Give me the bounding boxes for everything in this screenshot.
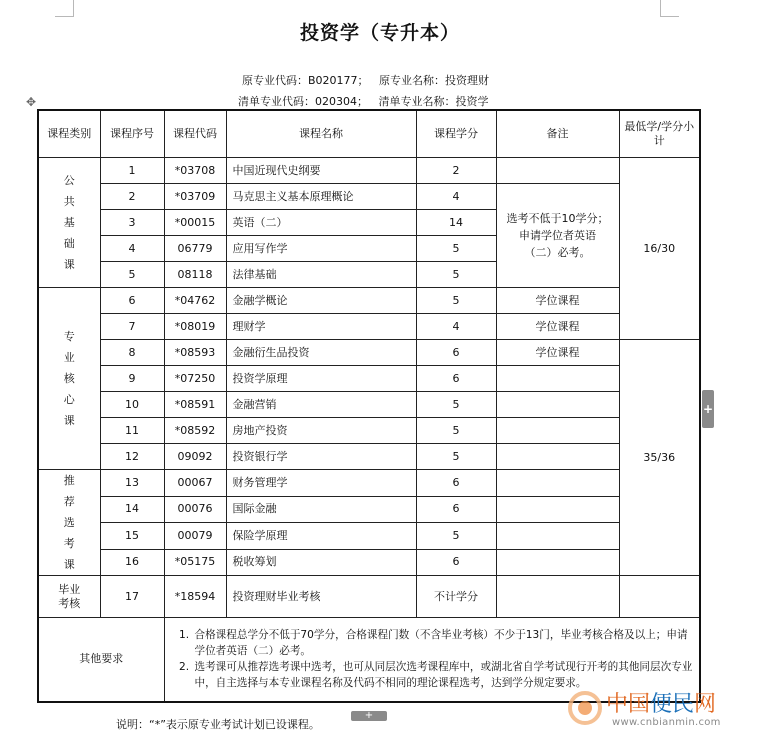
course-name: 英语（二） xyxy=(226,210,416,236)
watermark-brand-a: 中国 xyxy=(606,692,651,717)
other-requirements-label: 其他要求 xyxy=(38,618,164,702)
course-remark: 学位课程 xyxy=(496,340,619,366)
course-name: 财务管理学 xyxy=(226,470,416,497)
course-code: 00067 xyxy=(164,470,226,497)
course-credit: 5 xyxy=(416,444,496,470)
course-credit: 5 xyxy=(416,236,496,262)
course-credit: 6 xyxy=(416,470,496,497)
course-credit: 14 xyxy=(416,210,496,236)
group-label: 公共基础课 xyxy=(38,158,100,288)
header-category: 课程类别 xyxy=(38,110,100,158)
course-name: 投资银行学 xyxy=(226,444,416,470)
course-code: *08591 xyxy=(164,392,226,418)
course-code: *08592 xyxy=(164,418,226,444)
course-seq: 6 xyxy=(100,288,164,314)
header-min-credit: 最低学/学分小计 xyxy=(619,110,700,158)
course-remark xyxy=(496,523,619,550)
course-seq: 12 xyxy=(100,444,164,470)
course-code: *03708 xyxy=(164,158,226,184)
header-name: 课程名称 xyxy=(226,110,416,158)
document-title: 投资学（专升本） xyxy=(299,22,460,44)
table-row xyxy=(38,549,700,576)
table-row xyxy=(38,523,700,550)
group-label: 推荐选考课 xyxy=(38,470,100,576)
course-name: 金融营销 xyxy=(226,392,416,418)
course-code: *04762 xyxy=(164,288,226,314)
watermark-logo-icon xyxy=(566,689,604,727)
course-seq: 15 xyxy=(100,523,164,550)
course-seq: 5 xyxy=(100,262,164,288)
table-row xyxy=(38,496,700,523)
course-remark: 学位课程 xyxy=(496,314,619,340)
course-seq: 17 xyxy=(100,576,164,618)
course-remark: 学位课程 xyxy=(496,288,619,314)
group-min-credit xyxy=(619,576,700,618)
course-credit: 5 xyxy=(416,262,496,288)
course-code: *18594 xyxy=(164,576,226,618)
course-seq: 2 xyxy=(100,184,164,210)
group-min-credit: 16/30 xyxy=(619,158,700,340)
course-name: 理财学 xyxy=(226,314,416,340)
course-seq: 1 xyxy=(100,158,164,184)
course-remark xyxy=(496,418,619,444)
course-code: *08593 xyxy=(164,340,226,366)
course-credit: 4 xyxy=(416,184,496,210)
course-code: *08019 xyxy=(164,314,226,340)
list-major-info: 清单专业代码：020304； 清单专业名称：投资学 xyxy=(238,95,489,108)
course-name: 马克思主义基本原理概论 xyxy=(226,184,416,210)
course-seq: 10 xyxy=(100,392,164,418)
course-code: 08118 xyxy=(164,262,226,288)
requirement-item: 1. 合格课程总学分不低于70学分，合格课程门数（不含毕业考核）不少于13门，毕业考核合格及以上；申请学位者英语（二）必考。 xyxy=(193,627,694,659)
course-credit: 4 xyxy=(416,314,496,340)
course-name: 投资理财毕业考核 xyxy=(226,576,416,618)
course-name: 金融衍生品投资 xyxy=(226,340,416,366)
group-remark: 选考不低于10学分；申请学位者英语（二）必考。 xyxy=(496,184,619,288)
table-row xyxy=(38,184,700,210)
course-code: 09092 xyxy=(164,444,226,470)
header-code: 课程代码 xyxy=(164,110,226,158)
course-plan-table xyxy=(37,109,701,703)
course-seq: 3 xyxy=(100,210,164,236)
table-move-handle-icon[interactable]: ✥ xyxy=(25,95,37,109)
table-row xyxy=(38,418,700,444)
course-credit: 6 xyxy=(416,549,496,576)
course-credit: 6 xyxy=(416,496,496,523)
watermark-brand-c: 网 xyxy=(694,692,717,717)
course-seq: 7 xyxy=(100,314,164,340)
table-row xyxy=(38,340,700,366)
course-code: 06779 xyxy=(164,236,226,262)
course-seq: 14 xyxy=(100,496,164,523)
course-name: 金融学概论 xyxy=(226,288,416,314)
page-corner-mark-right xyxy=(660,0,679,17)
table-row xyxy=(38,470,700,497)
course-seq: 4 xyxy=(100,236,164,262)
course-remark xyxy=(496,392,619,418)
course-name: 国际金融 xyxy=(226,496,416,523)
header-seq: 课程序号 xyxy=(100,110,164,158)
course-seq: 13 xyxy=(100,470,164,497)
course-seq: 8 xyxy=(100,340,164,366)
watermark xyxy=(566,681,756,737)
header-remark: 备注 xyxy=(496,110,619,158)
course-credit: 5 xyxy=(416,392,496,418)
table-row xyxy=(38,576,700,618)
table-row xyxy=(38,288,700,314)
course-credit: 5 xyxy=(416,523,496,550)
course-name: 保险学原理 xyxy=(226,523,416,550)
course-seq: 11 xyxy=(100,418,164,444)
course-credit: 5 xyxy=(416,288,496,314)
watermark-brand-b: 便民 xyxy=(650,692,695,717)
course-name: 法律基础 xyxy=(226,262,416,288)
page-corner-mark-left xyxy=(55,0,74,17)
course-remark xyxy=(496,366,619,392)
watermark-url: www.cnbianmin.com xyxy=(612,717,721,728)
group-label: 毕业考核 xyxy=(38,576,100,618)
table-row xyxy=(38,158,700,184)
course-name: 房地产投资 xyxy=(226,418,416,444)
course-code: 00076 xyxy=(164,496,226,523)
course-name: 税收筹划 xyxy=(226,549,416,576)
course-name: 中国近现代史纲要 xyxy=(226,158,416,184)
course-remark xyxy=(496,549,619,576)
course-code: *07250 xyxy=(164,366,226,392)
add-column-plus-icon[interactable]: + xyxy=(702,390,714,428)
group-label: 专业核心课 xyxy=(38,288,100,470)
course-code: *05175 xyxy=(164,549,226,576)
course-remark xyxy=(496,444,619,470)
requirement-item: 2. 选考课可从推荐选考课中选考，也可从同层次选考课程库中，或湖北省自学考试现行开考的其他同层次专业中，自主选择与本专业课程名称及代码不相同的理论课程选考，达到学分规定要求。 xyxy=(193,659,694,691)
course-remark xyxy=(496,576,619,618)
course-remark xyxy=(496,470,619,497)
course-name: 投资学原理 xyxy=(226,366,416,392)
course-code: *03709 xyxy=(164,184,226,210)
course-credit: 6 xyxy=(416,366,496,392)
course-remark xyxy=(496,496,619,523)
original-major-info: 原专业代码：B020177； 原专业名称：投资理财 xyxy=(242,74,490,87)
header-credit: 课程学分 xyxy=(416,110,496,158)
course-seq: 9 xyxy=(100,366,164,392)
course-credit: 5 xyxy=(416,418,496,444)
course-seq: 16 xyxy=(100,549,164,576)
watermark-brand xyxy=(606,687,716,718)
add-row-plus-icon[interactable]: + xyxy=(351,711,387,721)
course-name: 应用写作学 xyxy=(226,236,416,262)
course-credit: 2 xyxy=(416,158,496,184)
table-row xyxy=(38,366,700,392)
footnote: 说明：“*”表示原专业考试计划已设课程。 xyxy=(116,718,320,731)
course-code: 00079 xyxy=(164,523,226,550)
table-header-row xyxy=(38,110,700,158)
group-min-credit: 35/36 xyxy=(619,340,700,576)
table-row xyxy=(38,444,700,470)
table-row xyxy=(38,314,700,340)
course-credit: 6 xyxy=(416,340,496,366)
course-remark xyxy=(496,158,619,184)
course-credit: 不计学分 xyxy=(416,576,496,618)
course-code: *00015 xyxy=(164,210,226,236)
table-row xyxy=(38,392,700,418)
